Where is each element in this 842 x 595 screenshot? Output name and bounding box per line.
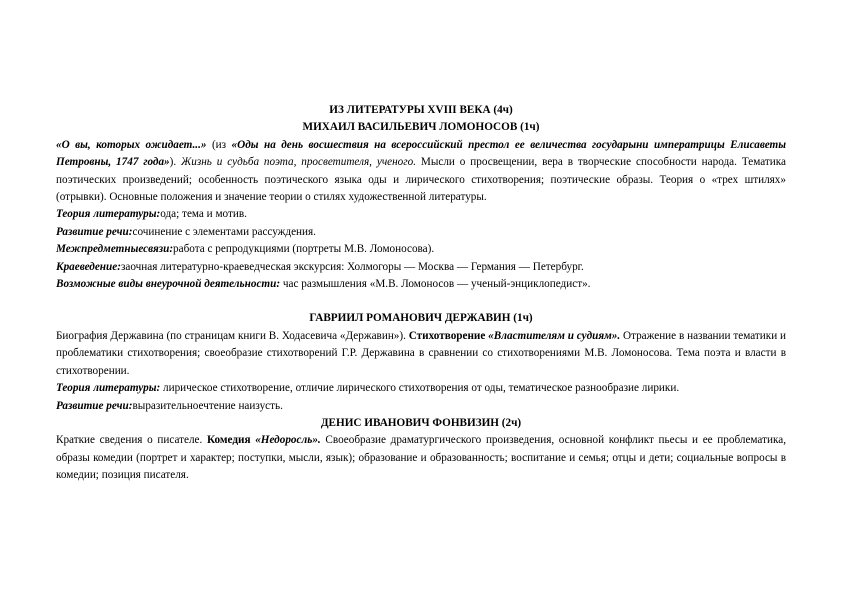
lomonosov-heading: МИХАИЛ ВАСИЛЬЕВИЧ ЛОМОНОСОВ (1ч) (302, 121, 540, 134)
document-page (56, 102, 786, 485)
lomonosov-work-title: «О вы, которых ожидает...» (56, 138, 207, 151)
speech-label: Развитие речи: (56, 225, 133, 238)
section-title: ИЗ ЛИТЕРАТУРЫ XVIII ВЕКА (4ч) (329, 104, 513, 116)
spacer (56, 293, 786, 310)
fonvizin-intro: Краткие сведения о писателе. (56, 434, 207, 447)
derzhavin-heading: ГАВРИИЛ РОМАНОВИЧ ДЕРЖАВИН (1ч) (309, 312, 533, 325)
local-text: заочная литературно-краеведческая экскурсия: Холмогоры — Москва — Германия — Петербург. (120, 260, 584, 273)
derzhavin-poem-title: «Властителям и судиям». (488, 329, 621, 342)
inter-text: работа с репродукциями (портреты М.В. Ломоносова). (173, 243, 435, 256)
fonvizin-paragraph (56, 432, 786, 484)
lomonosov-local-line (56, 259, 786, 276)
fonvizin-heading: ДЕНИС ИВАНОВИЧ ФОНВИЗИН (2ч) (320, 416, 522, 429)
lomonosov-paragraph (56, 137, 786, 207)
fonvizin-description: Своеобразие драматургического произведения, основной конфликт пьесы и ее проблематика, образы комедии (портрет и характер; поступки, мысли, язык); образование и образованность; воспитание и семья; отцы и дети; социальные вопросы в комедии; позиция писателя. (56, 434, 787, 482)
derzhavin-paragraph (56, 328, 786, 380)
theory-label: Теория литературы: (56, 208, 161, 221)
theory-text: ода; тема и мотив. (160, 208, 247, 221)
fonvizin-comedy-title: «Недоросль». (255, 434, 321, 447)
derzhavin-theory-text: лирическое стихотворение, отличие лирического стихотворения от оды, тематическое разнообразие лирики. (160, 382, 680, 395)
lomonosov-theory-line (56, 206, 786, 223)
fonvizin-comedy-prefix: Комедия (207, 434, 256, 447)
extra-label: Возможные виды внеурочной деятельности: (56, 278, 281, 291)
derzhavin-theory-label: Теория литературы: (56, 382, 161, 395)
local-label: Краеведение: (56, 260, 121, 273)
lomonosov-description: Мысли о просвещении, вера в творческие способности народа. Тематика поэтических произведений; особенность поэтического языка оды и лирического стихотворения; поэтические образы. Теория о «трех штилях» (отрывки). Основные положения и значение теории о стилях художественной литературы. (56, 156, 786, 204)
lomonosov-work-open: (из (206, 138, 232, 151)
derzhavin-poem-prefix: Стихотворение (408, 329, 489, 342)
lomonosov-bio-title: Жизнь и судьба поэта, просветителя, ученого. (181, 156, 417, 169)
lomonosov-work-close: ). (169, 156, 182, 169)
derzhavin-speech-label: Развитие речи: (56, 399, 133, 412)
derzhavin-bio: Биография Державина (по страницам книги В. Ходасевича «Державин»). (56, 329, 409, 342)
derzhavin-speech-text: выразительноечтение наизусть. (132, 399, 283, 412)
inter-label: Межпредметныесвязи: (56, 243, 174, 256)
derzhavin-description: Отражение в названии тематики и проблематики стихотворения; своеобразие стихотворений Г.Р. Державина в сравнении со стихотворениями М.В. Ломоносова. Тема поэта и власти в стихотворении. (56, 329, 786, 377)
speech-text: сочинение с элементами рассуждения. (132, 225, 316, 238)
lomonosov-extra-line (56, 276, 786, 293)
lomonosov-ode-title: «Оды на день восшествия на всероссийский престол ее величества государыни императрицы Елисаветы Петровны, 1747 года» (56, 138, 787, 169)
lomonosov-speech-line (56, 224, 786, 241)
lomonosov-inter-line (56, 241, 786, 258)
derzhavin-speech-line (56, 398, 786, 415)
derzhavin-theory-line (56, 380, 786, 397)
extra-text: час размышления «М.В. Ломоносов — ученый-энциклопедист». (280, 278, 591, 291)
